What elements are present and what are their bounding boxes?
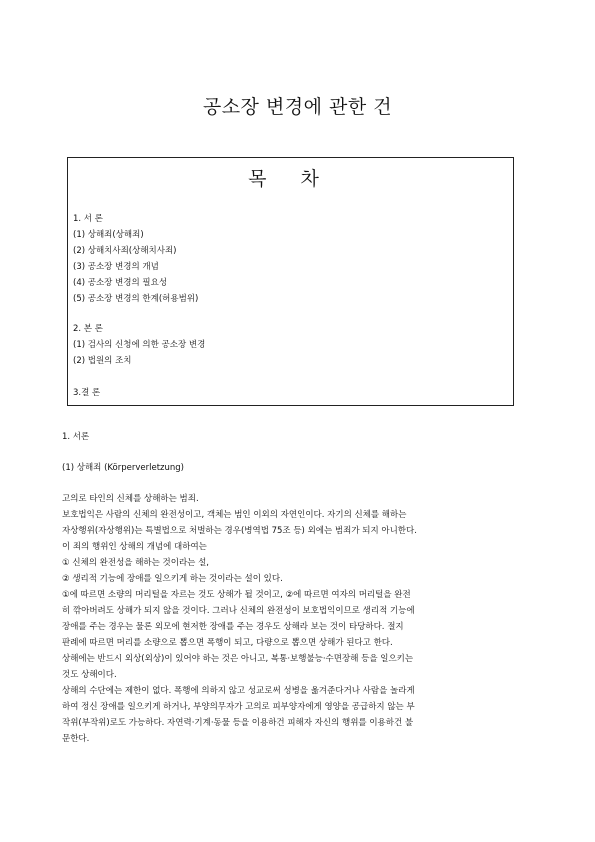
toc-item: (5) 공소장 변경의 한계(허용범위) (73, 294, 199, 304)
toc-item: (2) 상해치사죄(상해치사죄) (73, 246, 177, 256)
body-text-line: 것도 상해이다. (62, 670, 117, 680)
body-text-line: 문한다. (62, 734, 90, 744)
body-text-line: ② 생리적 기능에 장애를 일으키게 하는 것이라는 설이 있다. (62, 574, 283, 584)
body-text-line: 작위(부작위)로도 가능하다. 자연력·기계·동물 등을 이용하건 피해자 자신의 행위를 이용하건 불 (62, 718, 414, 728)
body-text-line: ① 신체의 완전성을 해하는 것이라는 설, (62, 558, 209, 568)
body-text-line: 자상행위(자상행위)는 특별법으로 처벌하는 경우(병역법 75조 등) 외에는 범죄가 되지 아니한다. (62, 526, 417, 536)
body-text-line: 하여 정신 장애를 일으키게 하거나, 부양의무자가 고의로 피부양자에게 영양을 공급하지 않는 부 (62, 702, 415, 712)
subsection-heading: (1) 상해죄 (Körperverletzung) (62, 463, 184, 473)
toc-item: (2) 법원의 조치 (73, 356, 132, 366)
toc-item: 1. 서 론 (73, 214, 103, 224)
toc-item: (1) 검사의 신청에 의한 공소장 변경 (73, 340, 206, 350)
toc-heading: 목 차 (248, 168, 333, 190)
body-text-line: 보호법익은 사람의 신체의 완전성이고, 객체는 범인 이외의 자연인이다. 자기의 신체를 해하는 (62, 510, 407, 520)
body-text-line: 상해에는 반드시 외상(외상)이 있어야 하는 것은 아니고, 복통·보행불능·수면장해 등을 일으키는 (62, 654, 414, 664)
section-heading: 1. 서론 (62, 432, 90, 442)
body-text-line: 히 깎아버려도 상해가 되지 않을 것이다. 그러나 신체의 완전성이 보호법익이므로 생리적 기능에 (62, 606, 415, 616)
page-title: 공소장 변경에 관한 건 (202, 96, 393, 118)
body-text-line: 이 죄의 행위인 상해의 개념에 대하여는 (62, 542, 207, 552)
table-of-contents (67, 157, 514, 406)
toc-item: (1) 상해죄(상해죄) (73, 230, 144, 240)
toc-item: (4) 공소장 변경의 필요성 (73, 278, 168, 288)
toc-item: (3) 공소장 변경의 개념 (73, 262, 159, 272)
body-text-line: 장애를 주는 경우는 물론 외모에 현저한 장애를 주는 경우도 상해라 보는 것이 타당하다. 절지 (62, 622, 404, 632)
toc-item: 2. 본 론 (73, 324, 103, 334)
body-text-line: 판례에 따르면 머리를 소량으로 뽑으면 폭행이 되고, 다량으로 뽑으면 상해가 된다고 한다. (62, 638, 393, 648)
toc-item: 3.결 론 (73, 388, 101, 398)
body-text-line: 상해의 수단에는 제한이 없다. 폭행에 의하지 않고 성교로써 성병을 옮겨준다거나 사람을 놀라게 (62, 686, 415, 696)
body-text-line: 고의로 타인의 신체를 상해하는 범죄. (62, 494, 199, 504)
body-text-line: ①에 따르면 소량의 머리털을 자르는 것도 상해가 될 것이고, ②에 따르면 여자의 머리털을 완전 (62, 590, 411, 600)
